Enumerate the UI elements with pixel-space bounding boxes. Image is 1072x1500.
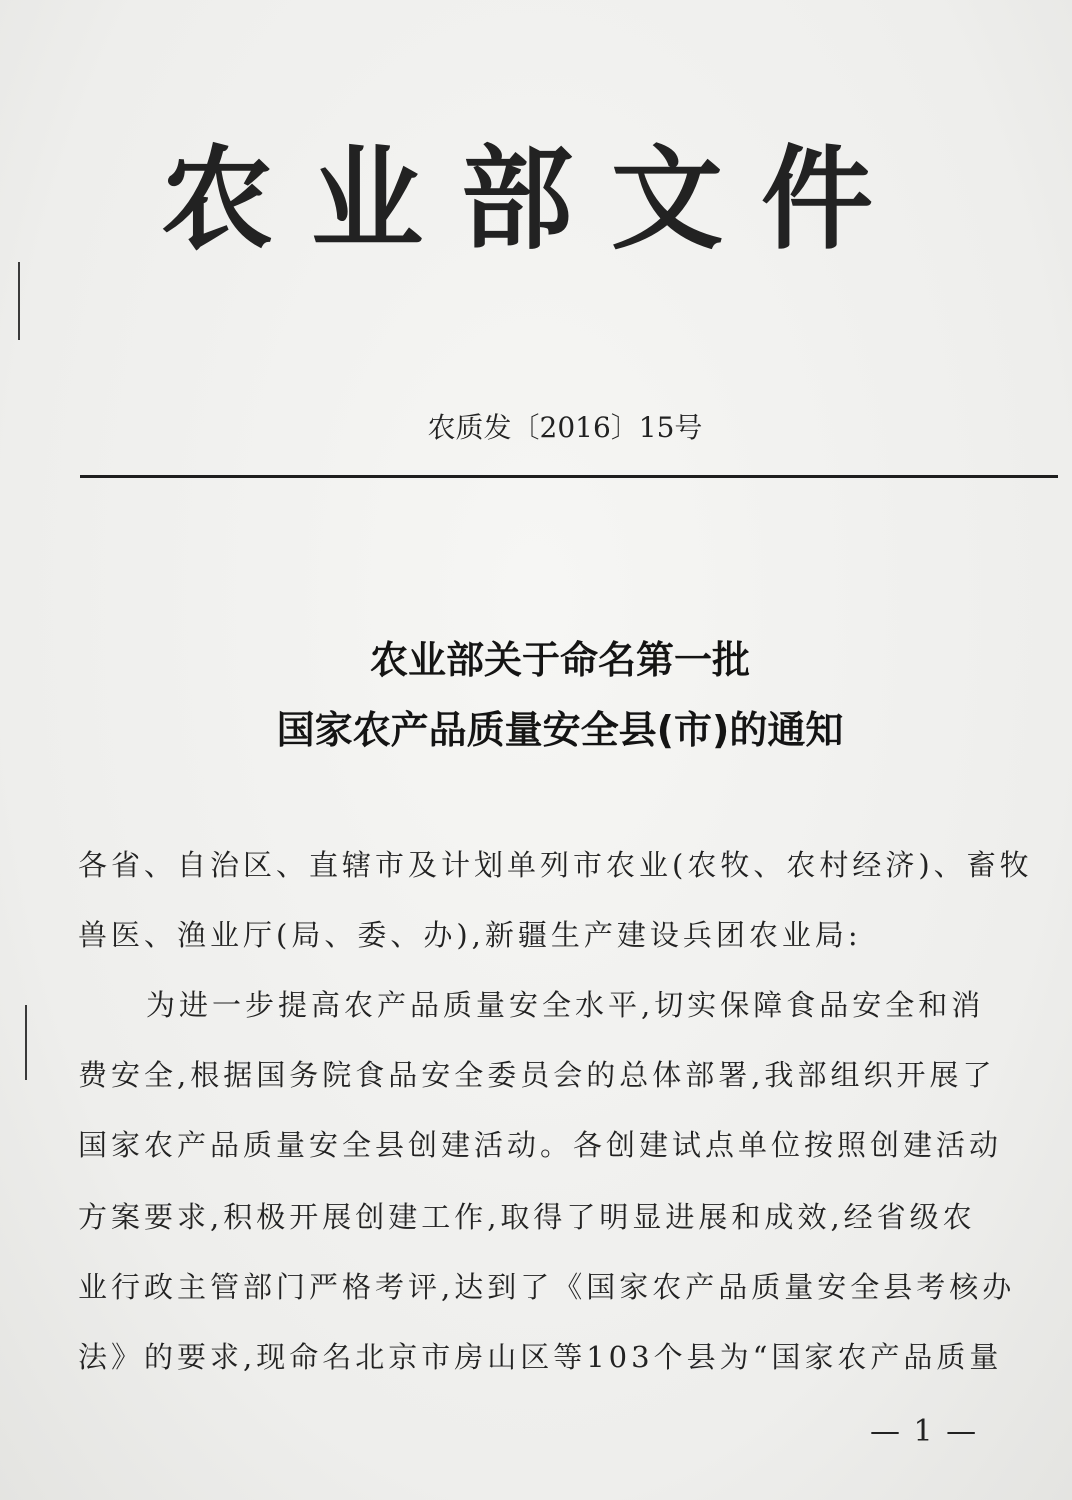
- header-divider: [80, 475, 1058, 478]
- margin-mark-top: [18, 262, 20, 340]
- notice-title-line2: 国家农产品质量安全县(市)的通知: [276, 708, 844, 752]
- page-number: — 1 —: [870, 1414, 979, 1449]
- body-line-2: 兽医、渔业厅(局、委、办),新疆生产建设兵团农业局:: [78, 918, 862, 952]
- body-line-6: 方案要求,积极开展创建工作,取得了明显进展和成效,经省级农: [78, 1200, 976, 1234]
- body-line-3: 为进一步提高农产品质量安全水平,切实保障食品安全和消: [146, 988, 985, 1022]
- body-line-4: 费安全,根据国务院食品安全委员会的总体部署,我部组织开展了: [78, 1058, 996, 1092]
- margin-mark-bottom: [25, 1005, 27, 1080]
- body-line-1: 各省、自治区、直辖市及计划单列市农业(农牧、农村经济)、畜牧: [78, 848, 1033, 882]
- body-line-5: 国家农产品质量安全县创建活动。各创建试点单位按照创建活动: [78, 1128, 1003, 1162]
- notice-title-line1: 农业部关于命名第一批: [369, 638, 750, 682]
- document-number: 农质发〔2016〕15号: [427, 411, 703, 444]
- body-line-8: 法》的要求,现命名北京市房山区等103个县为“国家农产品质量: [78, 1340, 1003, 1374]
- document-header-title: 农业部文件: [161, 134, 911, 265]
- body-line-7: 业行政主管部门严格考评,达到了《国家农产品质量安全县考核办: [78, 1270, 1016, 1304]
